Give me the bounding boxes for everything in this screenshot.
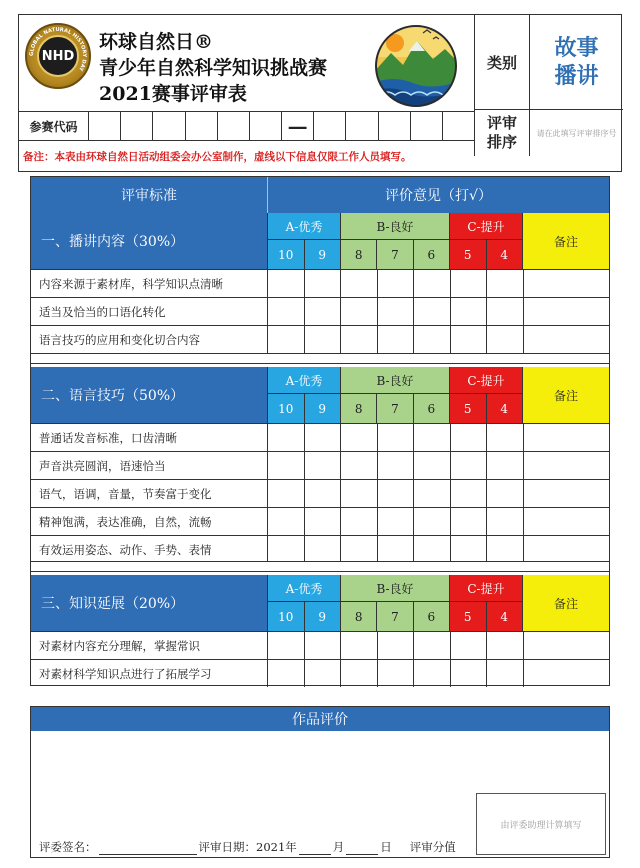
check-cell[interactable]	[451, 270, 488, 297]
grade-name: C-提升	[450, 575, 522, 602]
logo-core	[37, 35, 79, 77]
criteria-text: 语言技巧的应用和变化切合内容	[31, 326, 268, 353]
score-value: 6	[427, 247, 436, 262]
review-date-label: 评审日期：	[198, 840, 256, 854]
check-cell[interactable]	[487, 508, 524, 535]
opinion-column-label: 评价意见（打√）	[385, 188, 492, 204]
criteria-text: 内容来源于素材库，科学知识点清晰	[31, 270, 268, 297]
score-value: 8	[341, 240, 377, 269]
check-cell[interactable]	[378, 536, 415, 563]
category-value: 故事 播讲	[554, 35, 599, 89]
check-cell[interactable]	[341, 424, 378, 451]
check-cell[interactable]	[487, 326, 524, 353]
check-cell[interactable]	[378, 660, 415, 687]
remarks-cell[interactable]	[524, 632, 610, 659]
title-line-1: 环球自然日®	[99, 31, 214, 53]
date-day: 日	[380, 840, 392, 854]
logo-ring-text: GLOBAL NATURAL HISTORY DAY	[28, 26, 88, 72]
score-value: 5	[450, 394, 487, 423]
check-cell[interactable]	[268, 632, 305, 659]
score-value: 5	[450, 240, 487, 269]
grade-name: B-良好	[341, 575, 449, 602]
criteria-text: 普通话发音标准，口齿清晰	[31, 424, 268, 451]
grade-b	[341, 367, 450, 423]
score-value: 10	[268, 602, 305, 631]
grade-name: A-优秀	[268, 213, 340, 240]
check-cell[interactable]	[341, 452, 378, 479]
grade-a	[268, 575, 341, 631]
code-cell[interactable]	[89, 112, 121, 140]
check-cell[interactable]	[305, 632, 342, 659]
score-value: 5	[450, 602, 487, 631]
grade-name: A-优秀	[268, 575, 340, 602]
check-cell[interactable]	[451, 660, 488, 687]
check-cell[interactable]	[414, 508, 451, 535]
month-field[interactable]	[299, 842, 331, 855]
score-value: 10	[268, 240, 305, 269]
date-year: 2021年	[256, 840, 297, 854]
criteria-row	[31, 325, 609, 353]
check-cell[interactable]	[414, 480, 451, 507]
criteria-row	[31, 507, 609, 535]
code-cell[interactable]	[186, 112, 218, 140]
check-cell[interactable]	[268, 508, 305, 535]
check-cell[interactable]	[487, 424, 524, 451]
check-cell[interactable]	[341, 480, 378, 507]
criteria-row	[31, 535, 609, 563]
evaluation-title: 作品评价	[31, 707, 609, 731]
check-cell[interactable]	[305, 452, 342, 479]
check-cell[interactable]	[414, 536, 451, 563]
section-title: 三、知识延展（20%）	[31, 575, 268, 631]
criteria-column-label: 评审标准	[31, 177, 268, 213]
code-cell[interactable]	[411, 112, 443, 140]
code-cell[interactable]	[153, 112, 185, 140]
judge-signature-label: 评委签名：	[39, 840, 97, 854]
grade-c	[450, 367, 523, 423]
check-cell[interactable]	[414, 298, 451, 325]
check-cell[interactable]	[341, 298, 378, 325]
grade-scores	[268, 240, 340, 269]
score-box[interactable]: 由评委助理计算填写	[476, 793, 606, 855]
remarks-header: 备注	[523, 213, 609, 269]
check-cell[interactable]	[268, 270, 305, 297]
check-cell[interactable]	[268, 536, 305, 563]
check-cell[interactable]	[268, 452, 305, 479]
check-cell[interactable]	[378, 480, 415, 507]
remarks-cell[interactable]	[524, 480, 610, 507]
check-cell[interactable]	[378, 326, 415, 353]
date-month: 月	[332, 840, 345, 854]
remarks-cell[interactable]	[524, 536, 610, 563]
remarks-cell[interactable]	[524, 660, 610, 687]
check-cell[interactable]	[378, 270, 415, 297]
staff-note: 备注：本表由环球自然日活动组委会办公室制作，虚线以下信息仅限工作人员填写。	[23, 151, 412, 163]
check-cell[interactable]	[305, 298, 342, 325]
check-cell[interactable]	[487, 632, 524, 659]
section-header	[31, 213, 609, 269]
title-line-3: 2021赛事评审表	[99, 83, 247, 105]
check-cell[interactable]	[305, 508, 342, 535]
grade-name: B-良好	[341, 213, 449, 240]
remarks-cell[interactable]	[524, 326, 610, 353]
grade-c	[450, 213, 523, 269]
grade-scores	[268, 602, 340, 631]
criteria-row	[31, 297, 609, 325]
score-value: 4	[500, 401, 509, 416]
check-cell[interactable]	[305, 326, 342, 353]
check-cell[interactable]	[414, 270, 451, 297]
check-cell[interactable]	[378, 632, 415, 659]
section-header	[31, 575, 609, 631]
check-cell[interactable]	[268, 326, 305, 353]
criteria-text: 语气，语调，音量，节奏富于变化	[31, 480, 268, 507]
check-cell[interactable]	[268, 480, 305, 507]
code-cell[interactable]	[121, 112, 153, 140]
grade-a	[268, 367, 341, 423]
check-cell[interactable]	[268, 424, 305, 451]
criteria-section	[31, 575, 609, 687]
grade-a	[268, 213, 341, 269]
check-cell[interactable]	[341, 326, 378, 353]
check-cell[interactable]	[268, 660, 305, 687]
section-header	[31, 367, 609, 423]
judge-signature-field[interactable]	[99, 842, 197, 855]
grade-name: C-提升	[450, 367, 522, 394]
score-value: 7	[377, 240, 413, 269]
grade-b	[341, 213, 450, 269]
scoring-table	[30, 176, 610, 686]
check-cell[interactable]	[341, 508, 378, 535]
nhd-logo	[25, 23, 91, 89]
check-cell[interactable]	[305, 424, 342, 451]
grade-scores	[450, 394, 522, 423]
code-dash: —	[282, 112, 314, 140]
criteria-row	[31, 659, 609, 687]
code-cell[interactable]	[346, 112, 378, 140]
grade-scores	[450, 602, 522, 631]
criteria-text: 有效运用姿态、动作、手势、表情	[31, 536, 268, 563]
check-cell[interactable]	[414, 660, 451, 687]
score-value: 6	[427, 401, 436, 416]
criteria-text: 精神饱满，表达准确，自然，流畅	[31, 508, 268, 535]
check-cell[interactable]	[414, 424, 451, 451]
code-cell[interactable]	[314, 112, 346, 140]
work-evaluation	[30, 706, 610, 858]
check-cell[interactable]	[414, 326, 451, 353]
check-cell[interactable]	[378, 424, 415, 451]
check-cell[interactable]	[378, 508, 415, 535]
criteria-text: 声音洪亮圆润，语速恰当	[31, 452, 268, 479]
check-cell[interactable]	[341, 536, 378, 563]
check-cell[interactable]	[305, 480, 342, 507]
remarks-header: 备注	[523, 367, 609, 423]
section-spacer	[31, 353, 609, 364]
remarks-header: 备注	[523, 575, 609, 631]
code-cell[interactable]	[379, 112, 411, 140]
check-cell[interactable]	[305, 270, 342, 297]
grade-scores	[341, 394, 449, 423]
check-cell[interactable]	[305, 536, 342, 563]
score-value: 7	[377, 602, 413, 631]
grade-scores	[341, 602, 449, 631]
check-cell[interactable]	[487, 660, 524, 687]
grade-name: C-提升	[450, 213, 522, 240]
score-value: 9	[318, 401, 327, 416]
criteria-text: 对素材科学知识点进行了拓展学习	[31, 660, 268, 687]
rank-input[interactable]: 请在此填写评审排序号	[536, 128, 617, 138]
code-cell[interactable]	[443, 112, 474, 140]
check-cell[interactable]	[414, 632, 451, 659]
check-cell[interactable]	[451, 326, 488, 353]
grade-scores	[268, 394, 340, 423]
remarks-cell[interactable]	[524, 298, 610, 325]
score-value: 4	[500, 609, 509, 624]
check-cell[interactable]	[487, 452, 524, 479]
criteria-row	[31, 451, 609, 479]
check-cell[interactable]	[451, 480, 488, 507]
check-cell[interactable]	[378, 298, 415, 325]
score-value: 7	[377, 394, 413, 423]
score-value: 8	[341, 602, 377, 631]
criteria-section	[31, 213, 609, 353]
logo-text: NHD	[41, 48, 75, 64]
criteria-row	[31, 269, 609, 297]
title-block	[99, 29, 389, 107]
grade-b	[341, 575, 450, 631]
form-header	[18, 14, 622, 172]
score-value: 9	[318, 247, 327, 262]
nature-emblem-icon	[373, 23, 459, 109]
grade-name: A-优秀	[268, 367, 340, 394]
remarks-cell[interactable]	[524, 270, 610, 297]
check-cell[interactable]	[451, 632, 488, 659]
check-cell[interactable]	[341, 270, 378, 297]
signature-line	[39, 839, 456, 855]
section-title: 一、播讲内容（30%）	[31, 213, 268, 269]
check-cell[interactable]	[487, 298, 524, 325]
entry-code-row	[19, 111, 474, 141]
section-title: 二、语言技巧（50%）	[31, 367, 268, 423]
remarks-cell[interactable]	[524, 424, 610, 451]
criteria-row	[31, 631, 609, 659]
rank-label: 评审排序	[486, 114, 517, 151]
grade-c	[450, 575, 523, 631]
check-cell[interactable]	[451, 298, 488, 325]
score-value: 10	[268, 394, 305, 423]
check-cell[interactable]	[341, 660, 378, 687]
score-value: 9	[318, 609, 327, 624]
remarks-cell[interactable]	[524, 452, 610, 479]
check-cell[interactable]	[451, 536, 488, 563]
criteria-row	[31, 423, 609, 451]
score-label: 评审分值	[409, 840, 456, 854]
criteria-text: 对素材内容充分理解，掌握常识	[31, 632, 268, 659]
check-cell[interactable]	[341, 632, 378, 659]
entry-code-label: 参赛代码	[19, 112, 89, 140]
grade-name: B-良好	[341, 367, 449, 394]
day-field[interactable]	[346, 842, 378, 855]
remarks-cell[interactable]	[524, 508, 610, 535]
category-label: 类别	[486, 53, 517, 72]
check-cell[interactable]	[451, 452, 488, 479]
grade-scores	[341, 240, 449, 269]
criteria-section	[31, 367, 609, 563]
check-cell[interactable]	[487, 536, 524, 563]
title-line-2: 青少年自然科学知识挑战赛	[99, 57, 328, 79]
check-cell[interactable]	[268, 298, 305, 325]
check-cell[interactable]	[305, 660, 342, 687]
code-cell[interactable]	[218, 112, 250, 140]
criteria-row	[31, 479, 609, 507]
table-column-header	[31, 177, 609, 213]
criteria-text: 适当及恰当的口语化转化	[31, 298, 268, 325]
check-cell[interactable]	[487, 480, 524, 507]
grade-scores	[450, 240, 522, 269]
section-spacer	[31, 561, 609, 572]
check-cell[interactable]	[451, 424, 488, 451]
code-cell[interactable]	[250, 112, 282, 140]
check-cell[interactable]	[378, 452, 415, 479]
check-cell[interactable]	[451, 508, 488, 535]
check-cell[interactable]	[414, 452, 451, 479]
score-value: 8	[341, 394, 377, 423]
score-value: 4	[500, 247, 509, 262]
score-value: 6	[427, 609, 436, 624]
check-cell[interactable]	[487, 270, 524, 297]
